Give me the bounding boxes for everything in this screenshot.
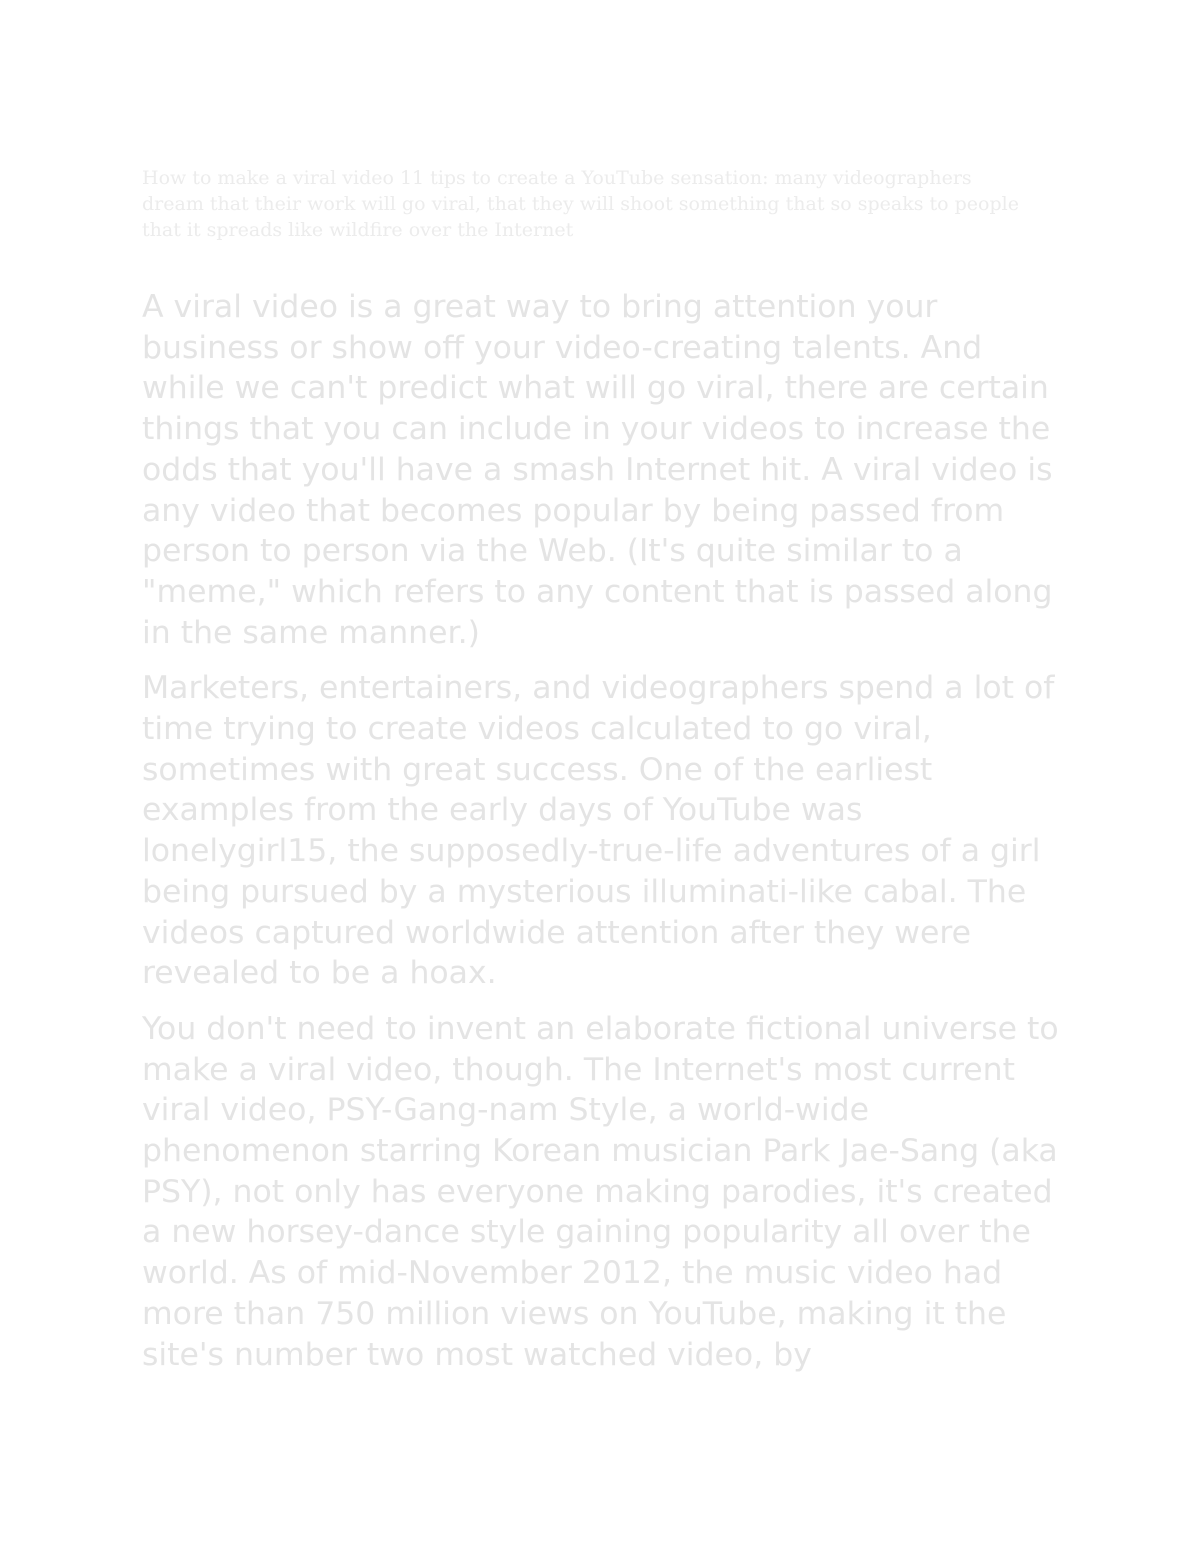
body-paragraph-3: You don't need to invent an elaborate fictional universe to make a viral video, though. The Internet's most current viral video, PSY-Gang-nam Style, a world-wide phenomenon starring Korean musician Park Jae-Sang (aka PSY), not only has everyone making parodies, it's created a new horsey-dance style gaining popularity all over the world. As of mid-November 2012, the music video had more than 750 million views on YouTube, making it the site's number two most watched video, by (142, 1010, 1059, 1373)
document-title: How to make a viral video 11 tips to create a YouTube sensation: many videographers dream that their work will go viral, that they will shoot something that so speaks to people that it spreads like wildfire over the Internet (142, 167, 1019, 241)
document-body (142, 287, 1062, 1375)
body-paragraph-2: Marketers, entertainers, and videographers spend a lot of time trying to create videos calculated to go viral, sometimes with great success. One of the earliest examples from the early days of YouTube was lonelygirl15, the supposedly-true-life adventures of a girl being pursued by a mysterious illuminati-like cabal. The videos captured worldwide attention after they were revealed to be a hoax. (142, 670, 1055, 992)
body-paragraph-1: A viral video is a great way to bring attention your business or show off your video-creating talents. And while we can't predict what will go viral, there are certain things that you can include in your videos to increase the odds that you'll have a smash Internet hit. A viral video is any video that becomes popular by being passed from person to person via the Web. (It's quite similar to a "meme," which refers to any content that is passed along in the same manner.) (142, 289, 1053, 651)
document-page (142, 165, 1062, 1390)
